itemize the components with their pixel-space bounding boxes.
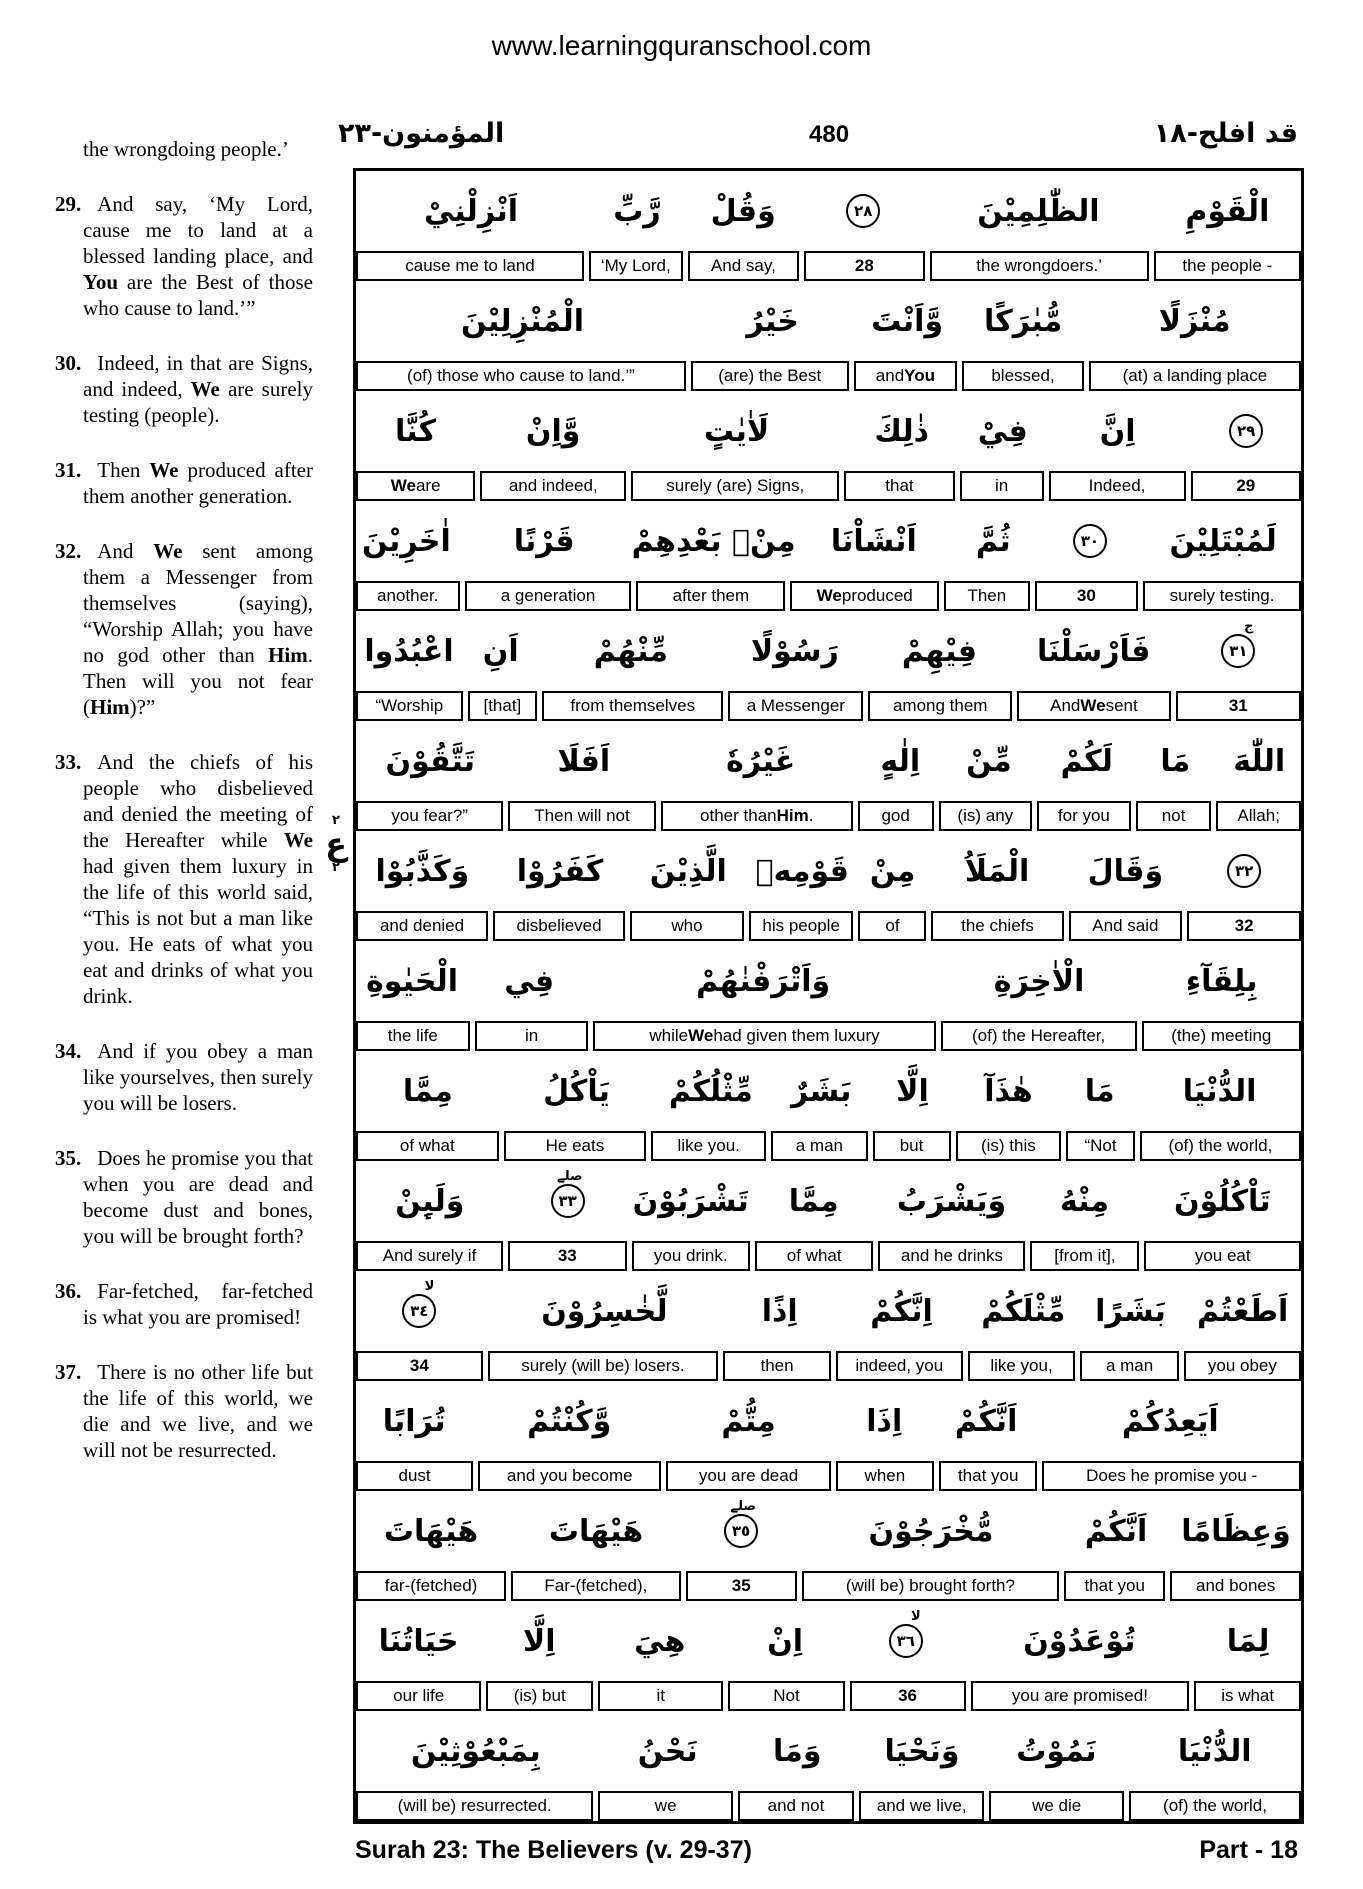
arabic-word: اِنَّكُمْ xyxy=(870,1293,933,1329)
quran-row xyxy=(356,1271,1301,1381)
translation-column xyxy=(55,136,313,1492)
translation-cell: Far-(fetched), xyxy=(511,1571,681,1601)
quran-row xyxy=(356,391,1301,501)
translation-cell: when xyxy=(836,1461,934,1491)
arabic-word: مُّبٰرَكًا xyxy=(984,303,1063,339)
verse-badge-number: ٣٦ xyxy=(896,1632,915,1650)
arabic-word: تَشْرَبُوْنَ xyxy=(632,1183,749,1219)
translation-cell: 28 xyxy=(804,251,924,281)
translation-cell: we xyxy=(598,1791,733,1821)
arabic-word: مُنْزَلًا xyxy=(1158,303,1231,339)
arabic-word: لَاٰيٰتٍ xyxy=(703,413,770,449)
verse-number: 36. xyxy=(55,1279,82,1303)
verse-number: 31. xyxy=(55,458,82,482)
translation-cell: and you become xyxy=(478,1461,661,1491)
translation-cell: you are dead xyxy=(666,1461,830,1491)
arabic-word: وَعِظَامًا xyxy=(1181,1513,1291,1549)
arabic-word: فِي xyxy=(504,963,555,999)
arabic-word: وَّاِنْ xyxy=(525,413,581,449)
quran-row xyxy=(356,171,1301,281)
translation-text: And say, ‘My Lord, cause me to land at a blessed landing place, and You are the Best of those who cause to land.’” xyxy=(83,192,313,320)
translation-cell: the life xyxy=(356,1021,470,1051)
arabic-word: تُرَابًا xyxy=(382,1403,446,1439)
translation-cell: 32 xyxy=(1187,911,1301,941)
verse-number: 37. xyxy=(55,1360,82,1384)
translation-cell: a Messenger xyxy=(728,691,863,721)
quran-row xyxy=(356,611,1301,721)
verse-badge-number: ٣٢ xyxy=(1234,862,1254,880)
translation-cell: (of) the world, xyxy=(1140,1131,1301,1161)
translation-cell: far-(fetched) xyxy=(356,1571,506,1601)
juz-name-arabic: قد افلح-١٨ xyxy=(1153,118,1298,149)
arabic-word: لَكُمْ xyxy=(1060,743,1113,779)
verse-badge xyxy=(1221,619,1255,668)
arabic-word: اَنْشَاْنَا xyxy=(830,523,917,559)
quran-row xyxy=(356,941,1301,1051)
verse-badge-number: ٢٩ xyxy=(1236,422,1256,440)
arabic-word: اَنِ xyxy=(482,633,519,669)
arabic-word: وَقَالَ xyxy=(1087,853,1164,889)
arabic-word: وَاَتْرَفْنٰهُمْ xyxy=(696,963,831,999)
arabic-word: الْاٰخِرَةِ xyxy=(993,963,1085,999)
translation-cell: and we live, xyxy=(859,1791,984,1821)
translation-paragraph xyxy=(55,1145,313,1249)
arabic-word: بِمَبْعُوْثِيْنَ xyxy=(410,1733,541,1769)
arabic-word: وَنَحْيَا xyxy=(884,1733,960,1769)
translation-cell: other than Him . xyxy=(661,801,853,831)
translation-cell: like you. xyxy=(651,1131,766,1161)
translation-cell: (at) a landing place xyxy=(1089,361,1301,391)
translation-paragraph xyxy=(55,538,313,720)
translation-text: Does he promise you that when you are dead and become dust and bones, you will be brought forth? xyxy=(83,1146,313,1248)
verse-badge xyxy=(402,1279,436,1328)
translation-cell: surely (will be) losers. xyxy=(488,1351,718,1381)
translation-cell: (are) the Best xyxy=(691,361,849,391)
arabic-word: مِتُّمْ xyxy=(721,1403,776,1439)
verse-number: 30. xyxy=(55,351,82,375)
translation-cell: (is) any xyxy=(939,801,1033,831)
translation-cell: ‘My Lord, xyxy=(589,251,683,281)
translation-cell: it xyxy=(598,1681,723,1711)
arabic-word: اِذًا xyxy=(761,1293,798,1329)
translation-cell: a generation xyxy=(465,581,632,611)
arabic-word: الْقَوْمِ xyxy=(1185,193,1270,229)
verse-badge xyxy=(1229,414,1263,448)
arabic-word: اَنَّكُمْ xyxy=(1084,1513,1148,1549)
arabic-word: فِيْهِمْ xyxy=(901,633,978,669)
translation-cell: surely (are) Signs, xyxy=(631,471,839,501)
arabic-word: مِّنْ xyxy=(966,743,1012,779)
translation-cell: (of) the Hereafter, xyxy=(941,1021,1137,1051)
arabic-word: اَطَعْتُمْ xyxy=(1196,1293,1289,1329)
arabic-word: حَيَاتُنَا xyxy=(378,1623,459,1659)
translation-cell: from themselves xyxy=(542,691,723,721)
verse-badge-number: ٢٨ xyxy=(854,202,873,220)
translation-cell: who xyxy=(630,911,744,941)
arabic-word: مُّخْرَجُوْنَ xyxy=(868,1513,994,1549)
arabic-word: كُنَّا xyxy=(394,413,436,449)
arabic-word: اعْبُدُوا xyxy=(364,633,454,669)
translation-text: the wrongdoing people.’ xyxy=(83,137,289,161)
arabic-word: اِلَّا xyxy=(522,1623,556,1659)
translation-cell: and indeed, xyxy=(480,471,626,501)
translation-cell: his people xyxy=(749,911,854,941)
footer-surah-title: Surah 23: The Believers (v. 29-37) xyxy=(355,1836,752,1864)
translation-cell: (of) the world, xyxy=(1129,1791,1301,1821)
translation-cell: Then xyxy=(944,581,1029,611)
waqf-mark: صلے xyxy=(557,1169,583,1184)
arabic-word: مِمَّا xyxy=(788,1183,839,1219)
translation-cell: that you xyxy=(1064,1571,1165,1601)
arabic-word: اللّٰهَ xyxy=(1233,743,1286,779)
arabic-word: فِيْ xyxy=(977,413,1028,449)
arabic-word: بِلِقَآءِ xyxy=(1185,963,1258,999)
translation-text: Then We produced after them another generation. xyxy=(83,458,313,508)
verse-number: 32. xyxy=(55,539,82,563)
translation-cell: another. xyxy=(356,581,460,611)
translation-cell: our life xyxy=(356,1681,481,1711)
translation-cell: you obey xyxy=(1184,1351,1301,1381)
translation-cell: 29 xyxy=(1191,471,1301,501)
translation-cell: [that] xyxy=(468,691,537,721)
translation-cell: among them xyxy=(868,691,1012,721)
arabic-word: وَّكُنْتُمْ xyxy=(527,1403,612,1439)
translation-cell: of xyxy=(858,911,926,941)
arabic-word: الْمَلَاُ xyxy=(964,853,1030,889)
translation-cell: the wrongdoers.’ xyxy=(930,251,1149,281)
translation-paragraph xyxy=(55,1278,313,1330)
translation-cell: not xyxy=(1136,801,1212,831)
translation-cell: a man xyxy=(1080,1351,1178,1381)
ruku-number-bottom: ٢ xyxy=(332,860,340,875)
page-footer xyxy=(355,1836,1298,1865)
translation-cell: after them xyxy=(636,581,785,611)
translation-cell: like you, xyxy=(968,1351,1076,1381)
quran-row xyxy=(356,1601,1301,1711)
translation-cell: god xyxy=(858,801,934,831)
translation-cell: And We sent xyxy=(1017,691,1170,721)
arabic-word: بَشَرًا xyxy=(1095,1293,1166,1329)
arabic-word: مِمَّا xyxy=(402,1073,453,1109)
translation-paragraph xyxy=(55,1038,313,1116)
quran-row xyxy=(356,1711,1301,1821)
arabic-word: مِنْهُ xyxy=(1059,1183,1109,1219)
arabic-word: مِّثْلُكُمْ xyxy=(668,1073,753,1109)
translation-cell: the people - xyxy=(1154,251,1301,281)
translation-cell: indeed, you xyxy=(836,1351,963,1381)
translation-text: Far-fetched, far-fetched is what you are promised! xyxy=(83,1279,313,1329)
translation-cell: (the) meeting xyxy=(1142,1021,1301,1051)
arabic-word: الظّٰلِمِيْنَ xyxy=(977,193,1100,229)
verse-badge-number: ٣١ xyxy=(1229,642,1248,660)
translation-cell: 30 xyxy=(1035,581,1139,611)
arabic-word: لِمَا xyxy=(1226,1623,1270,1659)
translation-cell: while We had given them luxury xyxy=(593,1021,935,1051)
arabic-word: الَّذِيْنَ xyxy=(649,853,727,889)
verse-badge xyxy=(846,194,880,228)
footer-part-label: Part - 18 xyxy=(1199,1836,1298,1864)
quran-row xyxy=(356,281,1301,391)
translation-cell: and denied xyxy=(356,911,488,941)
arabic-word: اِنَّ xyxy=(1099,413,1136,449)
translation-cell: (will be) resurrected. xyxy=(356,1791,593,1821)
verse-badge-number: ٣٠ xyxy=(1080,532,1100,550)
translation-cell: We are xyxy=(356,471,475,501)
quran-row xyxy=(356,1161,1301,1271)
page-header xyxy=(338,118,1298,149)
translation-cell: Then will not xyxy=(508,801,655,831)
arabic-word: اِذَا xyxy=(866,1403,903,1439)
translation-cell: you are promised! xyxy=(971,1681,1190,1711)
translation-cell: 33 xyxy=(508,1241,626,1271)
translation-paragraph xyxy=(55,136,313,162)
quran-row xyxy=(356,501,1301,611)
arabic-word: نَحْنُ xyxy=(637,1733,698,1769)
page-url: www.learningquranschool.com xyxy=(491,30,872,61)
translation-paragraph xyxy=(55,191,313,321)
arabic-word: قَرْنًا xyxy=(513,523,575,559)
verse-number: 33. xyxy=(55,750,82,774)
waqf-mark: لا xyxy=(911,1609,921,1624)
translation-cell: but xyxy=(873,1131,951,1161)
quran-row xyxy=(356,721,1301,831)
translation-cell: 34 xyxy=(356,1351,483,1381)
quran-row xyxy=(356,1051,1301,1161)
translation-cell: that you xyxy=(939,1461,1037,1491)
translation-cell: in xyxy=(475,1021,589,1051)
arabic-word: وَلَىِٕنْ xyxy=(395,1183,465,1219)
translation-cell: And say, xyxy=(688,251,800,281)
translation-cell: 35 xyxy=(686,1571,797,1601)
arabic-word: اِلٰهٍ xyxy=(880,743,921,779)
arabic-word: ذٰلِكَ xyxy=(874,413,930,449)
quran-table xyxy=(353,168,1304,1824)
translation-cell: you eat xyxy=(1144,1241,1301,1271)
arabic-word: اَفَلَا xyxy=(557,743,611,779)
arabic-word: تَتَّقُوْنَ xyxy=(385,743,476,779)
quran-row xyxy=(356,831,1301,941)
arabic-word: نَمُوْتُ xyxy=(1016,1733,1097,1769)
verse-badge-number: ٣٤ xyxy=(410,1302,429,1320)
translation-cell: disbelieved xyxy=(493,911,625,941)
ruku-number-top: ٢ xyxy=(332,813,340,828)
arabic-word: لَّخٰسِرُوْنَ xyxy=(541,1293,668,1329)
arabic-word: كَفَرُوْا xyxy=(516,853,604,889)
translation-cell: Allah; xyxy=(1216,801,1301,831)
verse-badge xyxy=(1073,524,1107,558)
translation-cell: “Not xyxy=(1066,1131,1135,1161)
verse-number: 29. xyxy=(55,192,82,216)
translation-paragraph xyxy=(55,1359,313,1463)
surah-name-arabic: المؤمنون-٢٣ xyxy=(338,118,505,149)
translation-cell: [from it], xyxy=(1030,1241,1139,1271)
translation-cell: that xyxy=(844,471,954,501)
verse-number: 35. xyxy=(55,1146,82,1170)
arabic-word: مَا xyxy=(1160,743,1191,779)
verse-badge xyxy=(724,1499,758,1548)
arabic-word: وَمَا xyxy=(773,1733,822,1769)
arabic-word: وَكَذَّبُوْا xyxy=(375,853,470,889)
arabic-word: وَّاَنْتَ xyxy=(871,303,944,339)
verse-badge xyxy=(551,1169,585,1218)
translation-cell: we die xyxy=(989,1791,1124,1821)
translation-paragraph xyxy=(55,749,313,1009)
translation-cell: cause me to land xyxy=(356,251,584,281)
translation-text: Indeed, in that are Signs, and indeed, We are surely testing (people). xyxy=(83,351,313,427)
arabic-word: مِنْۢ بَعْدِهِمْ xyxy=(631,523,796,559)
translation-cell: you drink. xyxy=(632,1241,750,1271)
translation-paragraph xyxy=(55,350,313,428)
verse-badge-number: ٣٥ xyxy=(731,1522,751,1540)
translation-text: And if you obey a man like yourselves, then surely you will be losers. xyxy=(83,1039,313,1115)
arabic-word: الدُّنْيَا xyxy=(1182,1073,1257,1109)
translation-cell: “Worship xyxy=(356,691,463,721)
arabic-word: الدُّنْيَا xyxy=(1177,1733,1252,1769)
arabic-word: رَّبِّ xyxy=(613,193,661,229)
translation-cell: (is) this xyxy=(956,1131,1062,1161)
arabic-word: فَاَرْسَلْنَا xyxy=(1037,633,1151,669)
translation-cell: surely testing. xyxy=(1143,581,1301,611)
translation-cell: for you xyxy=(1037,801,1131,831)
verse-badge xyxy=(889,1609,923,1658)
arabic-word: وَيَشْرَبُ xyxy=(896,1183,1007,1219)
translation-cell: (will be) brought forth? xyxy=(802,1571,1059,1601)
translation-cell: (of) those who cause to land.’” xyxy=(356,361,686,391)
verse-number: 34. xyxy=(55,1039,82,1063)
arabic-word: مِّثْلَكُمْ xyxy=(981,1293,1066,1329)
translation-cell: blessed, xyxy=(962,361,1084,391)
translation-cell: Not xyxy=(728,1681,844,1711)
arabic-word: مِّنْهُمْ xyxy=(593,633,668,669)
translation-paragraph xyxy=(55,457,313,509)
arabic-word: هٰذَآ xyxy=(984,1073,1033,1109)
page-number: 480 xyxy=(809,121,850,148)
translation-text: And We sent among them a Messenger from themselves (saying), “Worship Allah; you have no god other than Him. Then will you not fear (Him)?” xyxy=(83,539,314,719)
quran-row xyxy=(356,1381,1301,1491)
translation-cell: dust xyxy=(356,1461,473,1491)
translation-cell: in xyxy=(960,471,1044,501)
arabic-word: تُوْعَدُوْنَ xyxy=(1023,1623,1136,1659)
translation-cell: the chiefs xyxy=(931,911,1063,941)
translation-cell: 31 xyxy=(1176,691,1301,721)
arabic-word: هَيْهَاتَ xyxy=(383,1513,479,1549)
arabic-word: هَيْهَاتَ xyxy=(548,1513,644,1549)
translation-cell: And said xyxy=(1069,911,1183,941)
verse-badge-number: ٣٣ xyxy=(558,1192,577,1210)
translation-cell: you fear?” xyxy=(356,801,503,831)
translation-cell: and You xyxy=(854,361,958,391)
arabic-word: مَا xyxy=(1084,1073,1115,1109)
ruku-ain-glyph: ع xyxy=(325,825,347,863)
waqf-mark: صلے xyxy=(730,1499,756,1514)
arabic-word: اِلَّا xyxy=(896,1073,929,1109)
arabic-word: خَيْرُ xyxy=(746,303,799,339)
arabic-word: وَقُلْ xyxy=(710,193,776,229)
quran-row xyxy=(356,1491,1301,1601)
arabic-word: تَاْكُلُوْنَ xyxy=(1173,1183,1271,1219)
arabic-word: اَيَعِدُكُمْ xyxy=(1121,1403,1219,1439)
translation-cell: (is) but xyxy=(486,1681,593,1711)
translation-cell: We produced xyxy=(790,581,939,611)
arabic-word: اَنْزِلْنِيْ xyxy=(423,193,519,229)
translation-cell: And surely if xyxy=(356,1241,503,1271)
translation-cell: 36 xyxy=(850,1681,966,1711)
translation-cell: then xyxy=(723,1351,831,1381)
arabic-word: يَاْكُلُ xyxy=(543,1073,610,1109)
translation-cell: is what xyxy=(1194,1681,1301,1711)
verse-badge xyxy=(1227,854,1261,888)
translation-text: There is no other life but the life of this world, we die and we live, and we will not be resurrected. xyxy=(83,1360,313,1462)
arabic-word: بَشَرٌ xyxy=(790,1073,852,1109)
translation-cell: Indeed, xyxy=(1049,471,1186,501)
translation-text: And the chiefs of his people who disbelieved and denied the meeting of the Hereafter while We had given them luxury in the life of this world said, “This is not but a man like you. He eats of what you eat and drinks of what you drink. xyxy=(83,750,313,1008)
arabic-word: لَمُبْتَلِيْنَ xyxy=(1169,523,1277,559)
translation-cell: He eats xyxy=(504,1131,647,1161)
arabic-word: اٰخَرِيْنَ xyxy=(361,523,451,559)
waqf-mark: ج xyxy=(1244,619,1254,634)
arabic-word: ثُمَّ xyxy=(975,523,1011,559)
arabic-word: اَنَّكُمْ xyxy=(954,1403,1018,1439)
translation-cell: Does he promise you - xyxy=(1042,1461,1301,1491)
arabic-word: اِنْ xyxy=(767,1623,804,1659)
arabic-word: قَوْمِهٖ xyxy=(755,853,849,889)
arabic-word: مِنْ xyxy=(869,853,916,889)
translation-cell: of what xyxy=(755,1241,873,1271)
waqf-mark: لا xyxy=(424,1279,435,1294)
arabic-word: هِيَ xyxy=(634,1623,686,1659)
arabic-word: الْمُنْزِلِيْنَ xyxy=(460,303,585,339)
ruku-marker xyxy=(316,814,356,874)
arabic-word: رَسُوْلًا xyxy=(750,633,839,669)
translation-cell: of what xyxy=(356,1131,499,1161)
arabic-word: غَيْرُهٗ xyxy=(726,743,796,779)
translation-cell: a man xyxy=(771,1131,867,1161)
translation-cell: and bones xyxy=(1170,1571,1301,1601)
translation-cell: and not xyxy=(738,1791,854,1821)
arabic-word: الْحَيٰوةِ xyxy=(366,963,459,999)
translation-cell: and he drinks xyxy=(878,1241,1025,1271)
